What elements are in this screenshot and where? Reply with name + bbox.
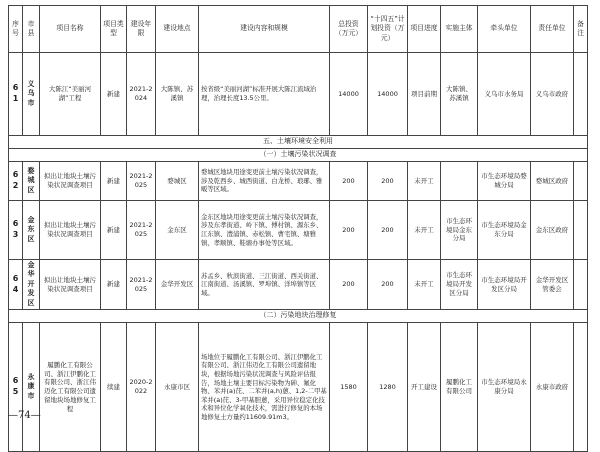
cell-location: 金东区 xyxy=(156,201,199,260)
header-name: 项目名称 xyxy=(40,6,101,53)
cell-note xyxy=(574,201,588,260)
cell-total: 200 xyxy=(330,201,368,260)
cell-type: 新建 xyxy=(101,162,127,201)
cell-county: 婺城区 xyxy=(23,162,40,201)
cell-seq: 65 xyxy=(9,323,23,452)
cell-location: 金华开发区 xyxy=(156,260,199,310)
cell-county: 永康市 xyxy=(23,323,40,452)
cell-progress: 未开工 xyxy=(408,162,441,201)
cell-entity: 市生态环境局开发区分局 xyxy=(441,260,478,310)
table-row xyxy=(9,260,588,310)
cell-total: 200 xyxy=(330,162,368,201)
cell-content: 苏孟乡、秋滨街道、三江街道、西关街道、江南街道、汤溪镇、罗埠镇、洋埠镇等区域。 xyxy=(199,260,330,310)
cell-progress: 未开工 xyxy=(408,201,441,260)
cell-seq: 61 xyxy=(9,53,23,136)
cell-years: 2021-2024 xyxy=(127,53,156,136)
subsection-heading: （一）土壤污染状况调查 xyxy=(9,149,588,162)
cell-county: 金华开发区 xyxy=(23,260,40,310)
cell-type: 新建 xyxy=(101,201,127,260)
cell-lead: 市生态环境局永康分局 xyxy=(478,323,531,452)
cell-content: 场地位于履鹏化工有限公司、浙江伊鹏化工有限公司、浙江伟迈化工有限公司遗留地块，根据场地污染状况调查与风险评估报告，场地土壤主要目标污染物为砷、氟化物、苯并(a)芘、二苯并(a,h)蒽、1,2-二甲基苯并(a)芘、3-甲基胆蒽，采用异位稳定化技术和异位化学氧化技术，需进行修复的本场地修复土方量约11609.91m3。 xyxy=(199,323,330,452)
page-number: —74— xyxy=(8,410,41,421)
table-row xyxy=(9,201,588,260)
cell-years: 2020-2022 xyxy=(127,323,156,452)
cell-years: 2021-2025 xyxy=(127,162,156,201)
cell-type: 新建 xyxy=(101,53,127,136)
section-heading-row xyxy=(9,136,588,149)
cell-lead: 市生态环境局婺城分局 xyxy=(478,162,531,201)
table-row xyxy=(9,162,588,201)
cell-name: 拟出让地块土壤污染状况调查项目 xyxy=(40,260,101,310)
cell-progress: 开工建设 xyxy=(408,323,441,452)
cell-resp: 婺城区政府 xyxy=(531,162,574,201)
cell-total: 1580 xyxy=(330,323,368,452)
cell-type: 新建 xyxy=(101,260,127,310)
subsection-heading: （二）污染地块治理修复 xyxy=(9,310,588,323)
table-row xyxy=(9,323,588,452)
cell-content: 按省级“美丽河湖”标准开展大陈江流域治理，治理长度13.5公里。 xyxy=(199,53,330,136)
header-progress: 项目进度 xyxy=(408,6,441,53)
cell-resp: 金华开发区管委会 xyxy=(531,260,574,310)
cell-note xyxy=(574,260,588,310)
header-seq: 序号 xyxy=(9,6,23,53)
cell-note xyxy=(574,53,588,136)
cell-name: 拟出让地块土壤污染状况调查项目 xyxy=(40,162,101,201)
cell-total: 14000 xyxy=(330,53,368,136)
cell-note xyxy=(574,323,588,452)
cell-location: 永康市区 xyxy=(156,323,199,452)
header-row xyxy=(9,6,588,53)
cell-progress: 未开工 xyxy=(408,260,441,310)
header-entity: 实施主体 xyxy=(441,6,478,53)
cell-location: 大陈镇、苏溪镇 xyxy=(156,53,199,136)
cell-name: 大陈江“美丽河湖”工程 xyxy=(40,53,101,136)
header-county: 市县 xyxy=(23,6,40,53)
header-total: 总投资（万元） xyxy=(330,6,368,53)
cell-total: 200 xyxy=(330,260,368,310)
cell-plan: 14000 xyxy=(368,53,408,136)
cell-plan: 1280 xyxy=(368,323,408,452)
section-heading: 五、土壤环境安全利用 xyxy=(9,136,588,149)
cell-resp: 永康市政府 xyxy=(531,323,574,452)
cell-county: 义乌市 xyxy=(23,53,40,136)
cell-entity xyxy=(441,162,478,201)
cell-plan: 200 xyxy=(368,260,408,310)
cell-note xyxy=(574,162,588,201)
cell-location: 婺城区 xyxy=(156,162,199,201)
cell-entity: 大陈镇、苏溪镇 xyxy=(441,53,478,136)
cell-lead: 市生态环境局开发区分局 xyxy=(478,260,531,310)
header-content: 建设内容和规模 xyxy=(199,6,330,53)
cell-type: 续建 xyxy=(101,323,127,452)
cell-years: 2021-2025 xyxy=(127,260,156,310)
cell-name: 拟出让地块土壤污染状况调查项目 xyxy=(40,201,101,260)
cell-plan: 200 xyxy=(368,201,408,260)
cell-name: 履鹏化工有限公司、浙江伊鹏化工有限公司、浙江伟迈化工有限公司遗留地块场地修复工程 xyxy=(40,323,101,452)
cell-entity: 市生态环境局金东分局 xyxy=(441,201,478,260)
project-table xyxy=(8,5,588,452)
cell-content: 婺城区地块用途变更前土壤污染状况调查，涉及乾西乡、城西街道、白龙桥、琅琊、雅畈等区域。 xyxy=(199,162,330,201)
header-plan: “十四五”计划投资（万元） xyxy=(368,6,408,53)
cell-county: 金东区 xyxy=(23,201,40,260)
cell-entity: 履鹏化工有限公司 xyxy=(441,323,478,452)
cell-resp: 义乌市政府 xyxy=(531,53,574,136)
header-years: 建设年限 xyxy=(127,6,156,53)
cell-lead: 义乌市水务局 xyxy=(478,53,531,136)
cell-resp: 金东区政府 xyxy=(531,201,574,260)
subsection-heading-row xyxy=(9,310,588,323)
header-lead: 牵头单位 xyxy=(478,6,531,53)
cell-years: 2021-2025 xyxy=(127,201,156,260)
header-resp: 责任单位 xyxy=(531,6,574,53)
table-row xyxy=(9,53,588,136)
header-note: 备注 xyxy=(574,6,588,53)
subsection-heading-row xyxy=(9,149,588,162)
cell-progress: 项目前期 xyxy=(408,53,441,136)
cell-content: 金东区地块用途变更前土壤污染状况调查，涉及东孝街道、岭下镇、傅村镇、源东乡、江东镇、澧浦镇、赤松镇、曹宅镇、塘雅镇、孝顺镇、鞋塘办事处等区域。 xyxy=(199,201,330,260)
cell-seq: 62 xyxy=(9,162,23,201)
header-type: 项目类型 xyxy=(101,6,127,53)
cell-plan: 200 xyxy=(368,162,408,201)
header-location: 建设地点 xyxy=(156,6,199,53)
cell-seq: 64 xyxy=(9,260,23,310)
cell-seq: 63 xyxy=(9,201,23,260)
cell-lead: 市生态环境局金东分局 xyxy=(478,201,531,260)
